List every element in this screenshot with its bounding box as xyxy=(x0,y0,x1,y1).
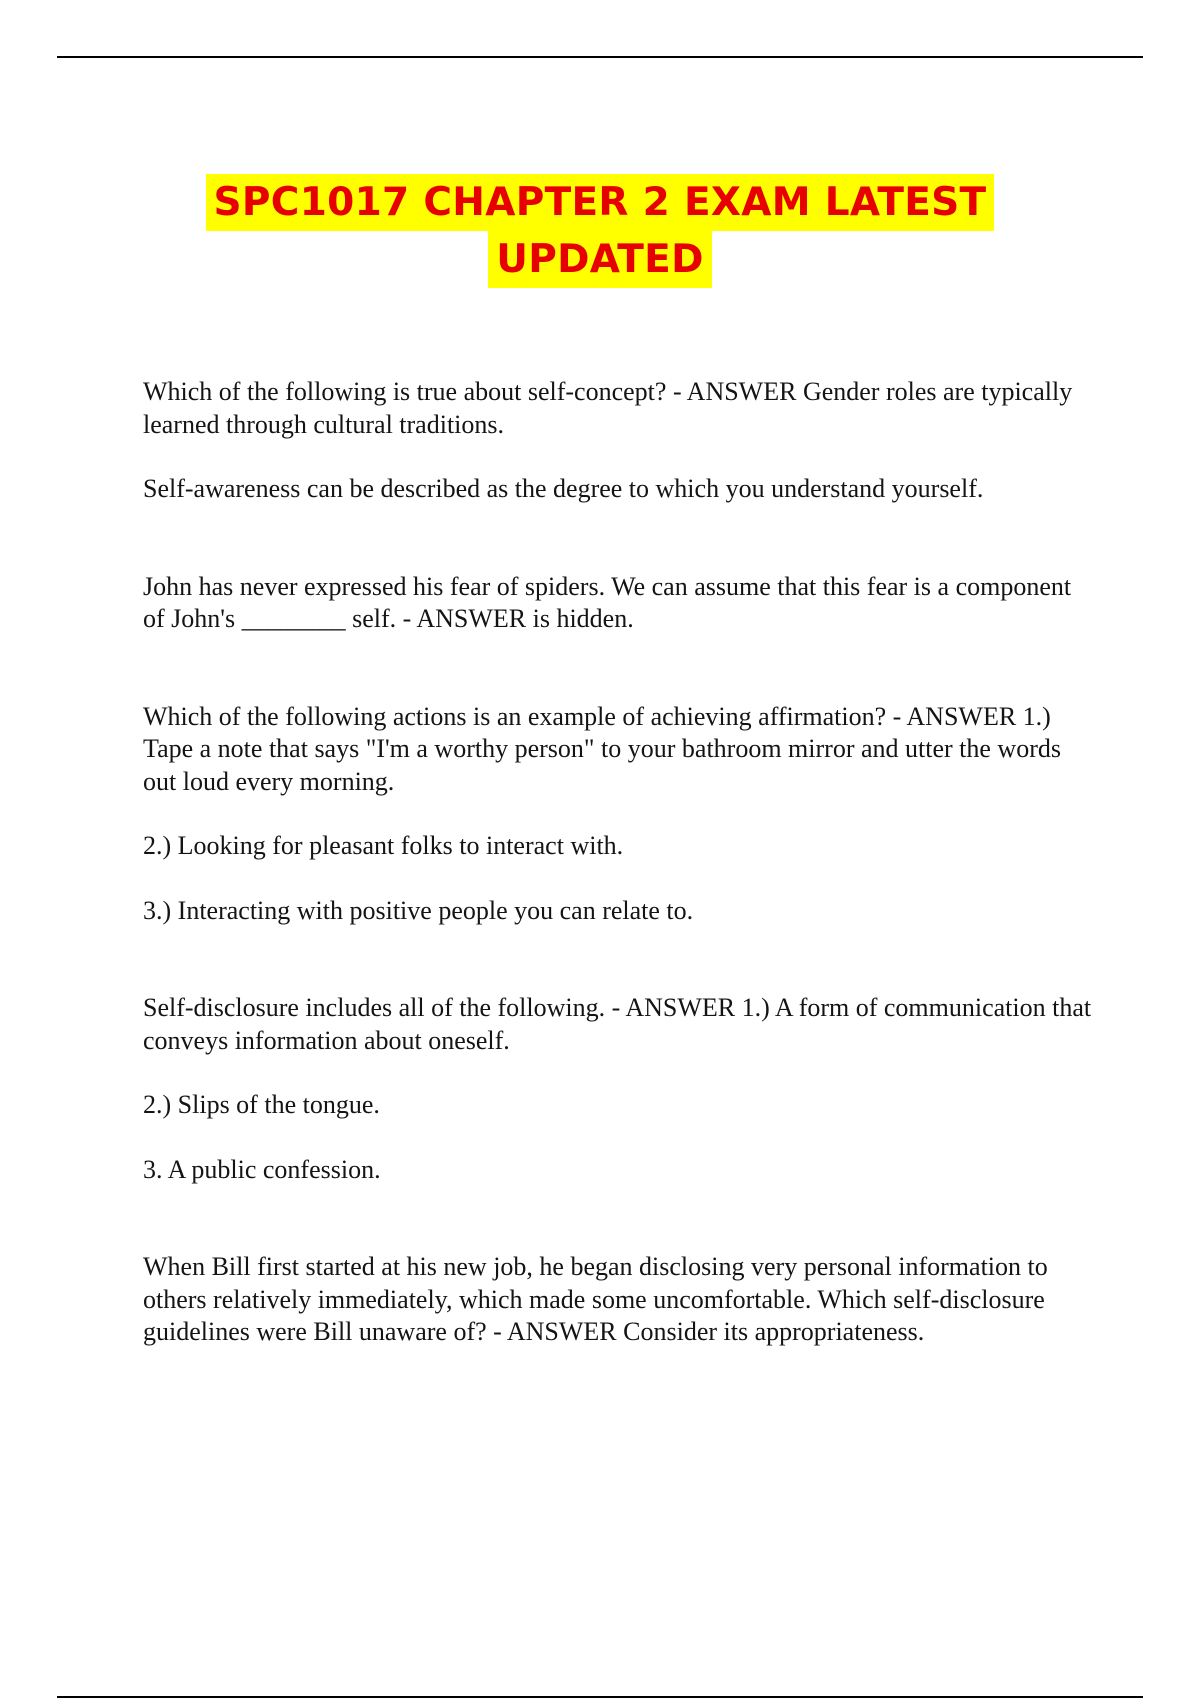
question-self-awareness: Self-awareness can be described as the degree to which you understand yourself. xyxy=(143,474,984,503)
self-disclosure-answer-3: 3. A public confession. xyxy=(143,1154,381,1184)
question-self-disclosure: Self-disclosure includes all of the following. - ANSWER 1.) A form of communication that conveys information about oneself. xyxy=(143,993,1092,1055)
document-body xyxy=(143,376,1093,1349)
question-self-concept: Which of the following is true about self-concept? - ANSWER Gender roles are typically learned through cultural traditions. xyxy=(143,377,1073,439)
question-affirmation: Which of the following actions is an example of achieving affirmation? - ANSWER 1.) Tape a note that says "I'm a worthy person" to your bathroom mirror and utter the words out loud every morning. xyxy=(143,701,1061,796)
document-title xyxy=(0,174,1200,288)
question-hidden-self: John has never expressed his fear of spiders. We can assume that this fear is a component of John's ________ self. - ANSWER is hidden. xyxy=(143,571,1072,633)
title-line-1: SPC1017 CHAPTER 2 EXAM LATEST xyxy=(206,174,995,231)
title-line-2: UPDATED xyxy=(488,231,712,288)
affirmation-answer-3: 3.) Interacting with positive people you can relate to. xyxy=(143,895,694,925)
question-bill-new-job: When Bill first started at his new job, he began disclosing very personal information to others relatively immediately, which made some uncomfortable. Which self-disclosure guidelines were Bill unaware of? - ANSWER Consider its appropriateness. xyxy=(143,1252,1048,1346)
bottom-rule xyxy=(57,1696,1143,1698)
top-rule xyxy=(57,56,1143,58)
self-disclosure-answer-2: 2.) Slips of the tongue. xyxy=(143,1090,380,1119)
affirmation-answer-2: 2.) Looking for pleasant folks to interact with. xyxy=(143,831,624,860)
